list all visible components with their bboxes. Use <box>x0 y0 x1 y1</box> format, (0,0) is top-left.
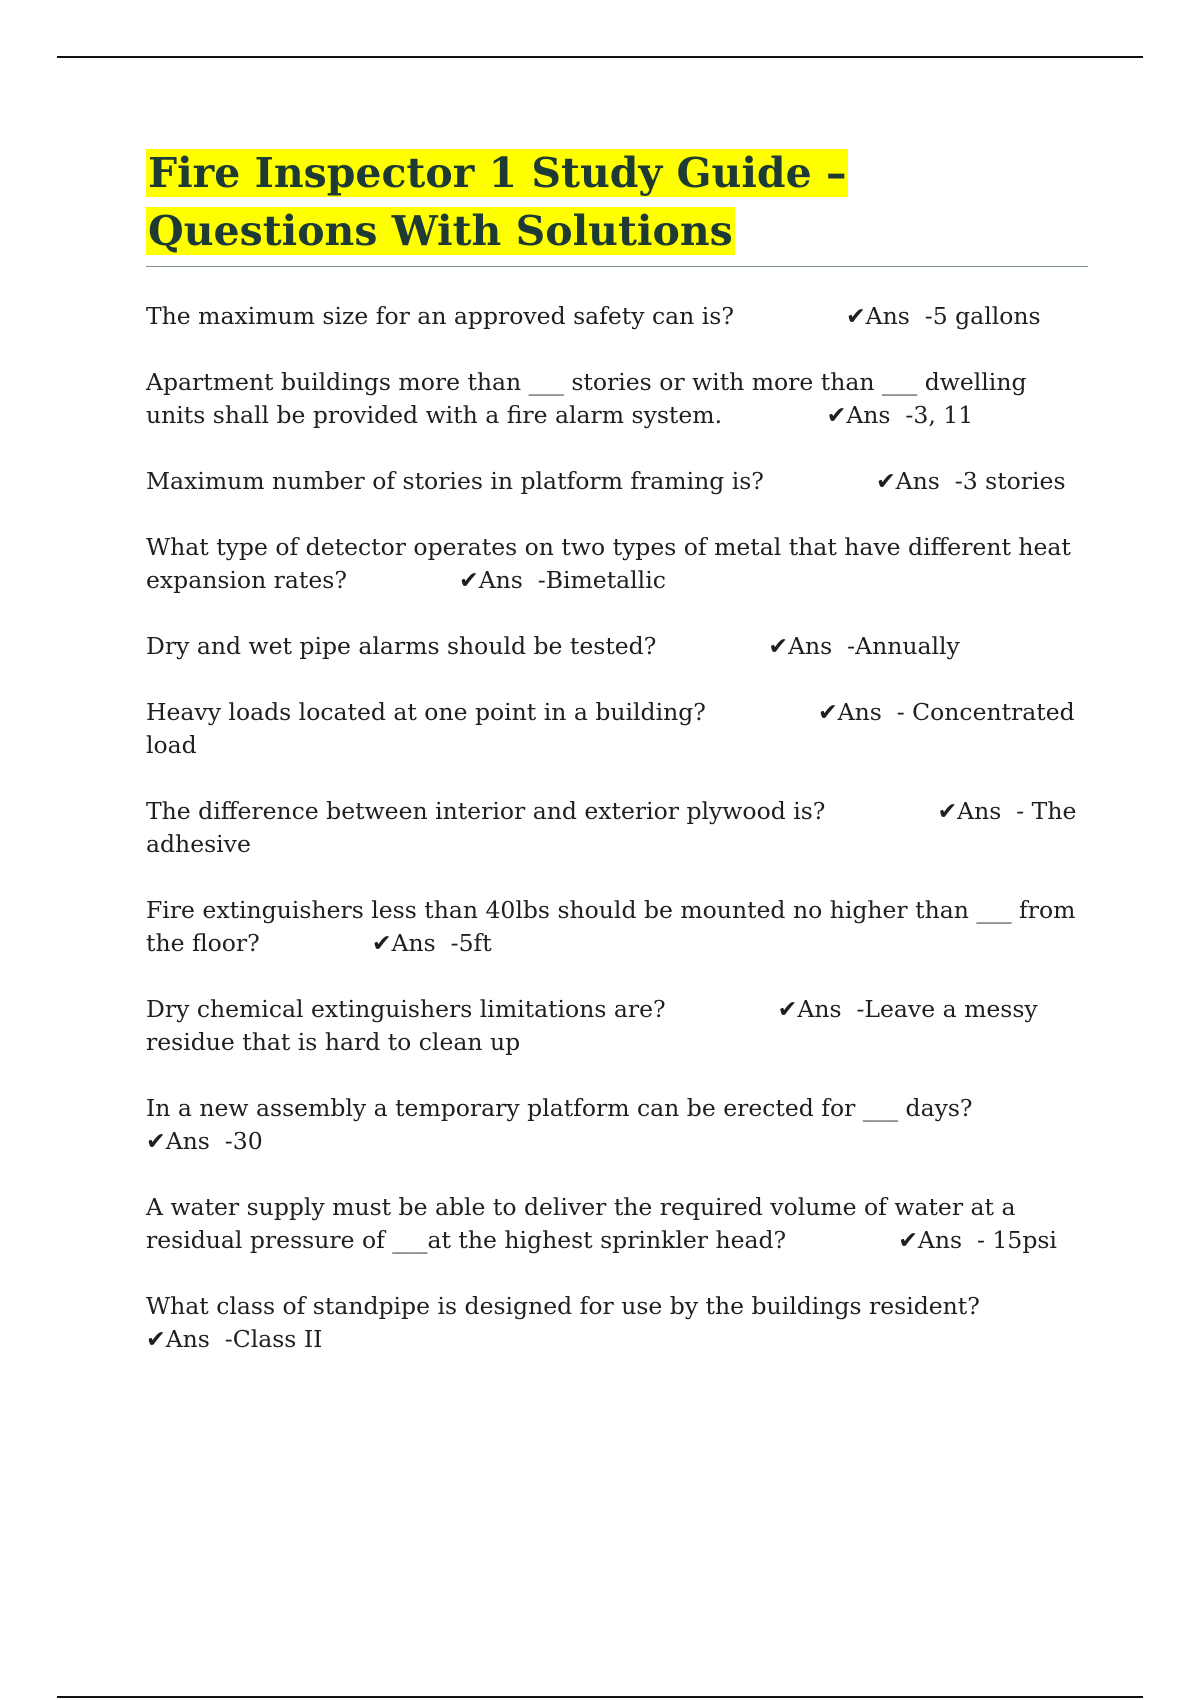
qa-item <box>146 465 1086 498</box>
title-underline <box>146 266 1088 267</box>
answer-text: ✔Ans -Annually <box>768 632 960 660</box>
qa-item <box>146 300 1086 333</box>
question-text: Heavy loads located at one point in a building? <box>146 698 706 726</box>
answer-text: ✔Ans - Concentrated load <box>146 698 1083 759</box>
title-block <box>146 144 1088 260</box>
qa-item <box>146 894 1086 960</box>
question-text: The difference between interior and exterior plywood is? <box>146 797 826 825</box>
qa-item <box>146 531 1086 597</box>
qa-item <box>146 630 1086 663</box>
answer-text: ✔Ans - 15psi <box>898 1226 1057 1254</box>
title-highlight: Fire Inspector 1 Study Guide – Questions With Solutions <box>148 149 847 255</box>
document-title <box>146 144 1088 260</box>
answer-text: ✔Ans -5 gallons <box>845 302 1041 330</box>
qa-item <box>146 993 1086 1059</box>
spacer <box>825 797 937 825</box>
question-text: What type of detector operates on two types of metal that have different heat expansion rates? <box>146 533 1079 594</box>
spacer <box>347 566 459 594</box>
question-text: The maximum size for an approved safety can is? <box>146 302 734 330</box>
qa-item <box>146 696 1086 762</box>
qa-list <box>146 300 1086 1389</box>
answer-text: ✔Ans -Leave a messy residue that is hard to clean up <box>146 995 1046 1056</box>
question-text: Fire extinguishers less than 40lbs should be mounted no higher than ___ from the floor? <box>146 896 1083 957</box>
answer-text: ✔Ans -30 <box>146 1127 263 1155</box>
answer-text: ✔Ans -3, 11 <box>826 401 974 429</box>
qa-item <box>146 1092 1086 1158</box>
answer-text: ✔Ans - The adhesive <box>146 797 1084 858</box>
spacer <box>666 995 778 1023</box>
answer-text: ✔Ans -Bimetallic <box>459 566 666 594</box>
top-rule <box>57 56 1143 58</box>
qa-item <box>146 1290 1086 1356</box>
question-text: What class of standpipe is designed for use by the buildings resident? <box>146 1292 980 1320</box>
question-text: Maximum number of stories in platform framing is? <box>146 467 764 495</box>
spacer <box>260 929 372 957</box>
answer-text: ✔Ans -Class II <box>146 1325 323 1353</box>
qa-item <box>146 366 1086 432</box>
spacer <box>786 1226 898 1254</box>
spacer <box>706 698 818 726</box>
question-text: A water supply must be able to deliver the required volume of water at a residual pressure of ___at the highest sprinkler head? <box>146 1193 1023 1254</box>
answer-text: ✔Ans -3 stories <box>875 467 1066 495</box>
qa-item <box>146 1191 1086 1257</box>
question-text: Dry and wet pipe alarms should be tested? <box>146 632 657 660</box>
spacer <box>656 632 768 660</box>
spacer <box>973 1094 1085 1122</box>
question-text: Dry chemical extinguishers limitations are? <box>146 995 666 1023</box>
question-text: In a new assembly a temporary platform can be erected for ___ days? <box>146 1094 973 1122</box>
bottom-rule <box>57 1696 1143 1698</box>
spacer <box>722 401 827 429</box>
qa-item <box>146 795 1086 861</box>
spacer <box>764 467 876 495</box>
spacer <box>980 1292 1092 1320</box>
question-text: Apartment buildings more than ___ stories or with more than ___ dwelling units shall be provided with a fire alarm system. <box>146 368 1034 429</box>
spacer <box>734 302 846 330</box>
answer-text: ✔Ans -5ft <box>371 929 492 957</box>
